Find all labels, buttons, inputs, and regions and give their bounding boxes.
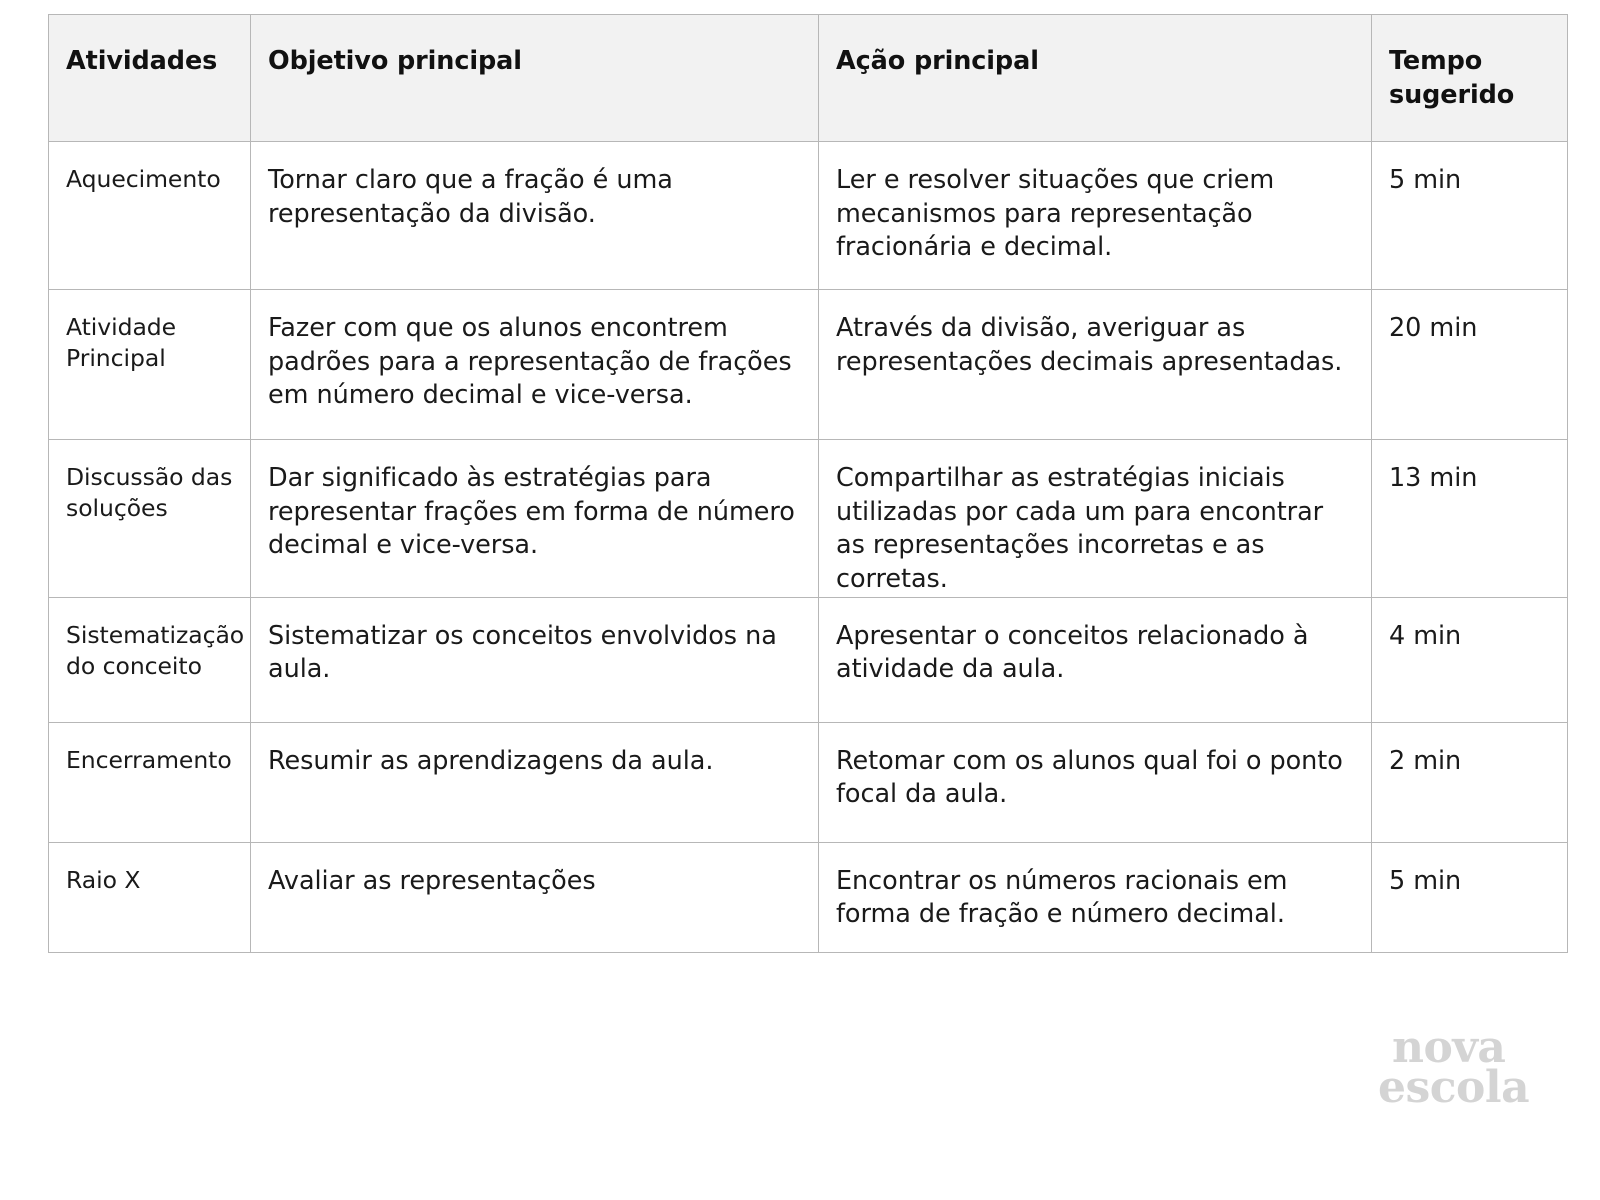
cell-tempo-text: 5 min xyxy=(1389,165,1462,195)
cell-tempo xyxy=(1372,440,1568,598)
cell-acao xyxy=(819,142,1372,290)
cell-objetivo xyxy=(251,290,819,440)
cell-tempo xyxy=(1372,722,1568,842)
column-header-tempo-line-1: Tempo xyxy=(1389,46,1483,76)
cell-atividade xyxy=(49,440,251,598)
nova-escola-logo xyxy=(1378,1022,1568,1114)
cell-atividade-text: Aquecimento xyxy=(66,165,221,193)
column-header-acao-principal xyxy=(819,15,1372,142)
cell-acao-text: Encontrar os números racionais em forma de fração e número decimal. xyxy=(836,865,1288,930)
table-row xyxy=(49,842,1568,952)
table-row xyxy=(49,722,1568,842)
column-header-atividades-label: Atividades xyxy=(66,46,218,76)
cell-objetivo xyxy=(251,842,819,952)
column-header-atividades xyxy=(49,15,251,142)
column-header-tempo-sugerido xyxy=(1372,15,1568,142)
activities-table xyxy=(48,14,1568,953)
cell-tempo-text: 2 min xyxy=(1389,745,1462,776)
cell-acao xyxy=(819,290,1372,440)
cell-objetivo-text: Resumir as aprendizagens da aula. xyxy=(268,745,714,776)
cell-acao xyxy=(819,597,1372,722)
cell-atividade-text: Discussão das soluções xyxy=(66,463,233,523)
cell-atividade xyxy=(49,142,251,290)
cell-atividade xyxy=(49,722,251,842)
cell-tempo xyxy=(1372,842,1568,952)
cell-tempo-text: 4 min xyxy=(1389,620,1462,651)
cell-objetivo-text: Tornar claro que a fração é uma representação da divisão. xyxy=(268,165,673,229)
table-header xyxy=(49,15,1568,142)
cell-tempo-text: 20 min xyxy=(1389,313,1478,343)
table-row xyxy=(49,597,1568,722)
cell-objetivo-text: Avaliar as representações xyxy=(268,865,596,896)
table-header-row xyxy=(49,15,1568,142)
column-header-tempo-line-2: sugerido xyxy=(1389,79,1515,110)
cell-objetivo xyxy=(251,597,819,722)
cell-tempo-text: 13 min xyxy=(1389,463,1478,493)
cell-atividade-text: Raio X xyxy=(66,865,141,894)
cell-acao xyxy=(819,440,1372,598)
cell-acao-text: Apresentar o conceitos relacionado à atividade da aula. xyxy=(836,620,1309,685)
table-body xyxy=(49,142,1568,953)
column-header-objetivo-principal-label: Objetivo principal xyxy=(268,46,522,76)
table-row xyxy=(49,290,1568,440)
cell-objetivo-text: Dar significado às estratégias para representar frações em forma de número decimal e vice-versa. xyxy=(268,463,795,561)
cell-objetivo xyxy=(251,440,819,598)
cell-objetivo-text: Fazer com que os alunos encontrem padrões para a representação de frações em número decimal e vice-versa. xyxy=(268,313,792,411)
cell-atividade xyxy=(49,597,251,722)
cell-atividade xyxy=(49,290,251,440)
table-row xyxy=(49,142,1568,290)
column-header-acao-principal-label: Ação principal xyxy=(836,46,1039,76)
column-header-tempo-sugerido-label xyxy=(1372,15,1567,113)
cell-acao xyxy=(819,722,1372,842)
logo-line-nova: nova xyxy=(1392,1022,1506,1073)
column-header-objetivo-principal xyxy=(251,15,819,142)
cell-tempo xyxy=(1372,597,1568,722)
logo-line-escola: escola xyxy=(1378,1062,1530,1114)
cell-atividade-text: Atividade Principal xyxy=(66,313,177,373)
cell-tempo-text: 5 min xyxy=(1389,865,1462,896)
cell-atividade-text: Encerramento xyxy=(66,745,232,774)
cell-acao-text: Retomar com os alunos qual foi o ponto focal da aula. xyxy=(836,745,1343,810)
cell-atividade xyxy=(49,842,251,952)
table-row xyxy=(49,440,1568,598)
cell-objetivo xyxy=(251,722,819,842)
cell-acao xyxy=(819,842,1372,952)
cell-objetivo xyxy=(251,142,819,290)
cell-tempo xyxy=(1372,142,1568,290)
cell-tempo xyxy=(1372,290,1568,440)
cell-acao-text: Ler e resolver situações que criem mecanismos para representação fracionária e decimal. xyxy=(836,165,1275,263)
cell-objetivo-text: Sistematizar os conceitos envolvidos na aula. xyxy=(268,620,777,685)
cell-atividade-text: Sistematização do conceito xyxy=(66,620,245,680)
cell-acao-text: Através da divisão, averiguar as representações decimais apresentadas. xyxy=(836,313,1343,377)
cell-acao-text: Compartilhar as estratégias iniciais utilizadas por cada um para encontrar as representações incorretas e as corretas. xyxy=(836,463,1324,594)
activities-table-wrapper xyxy=(48,14,1567,953)
